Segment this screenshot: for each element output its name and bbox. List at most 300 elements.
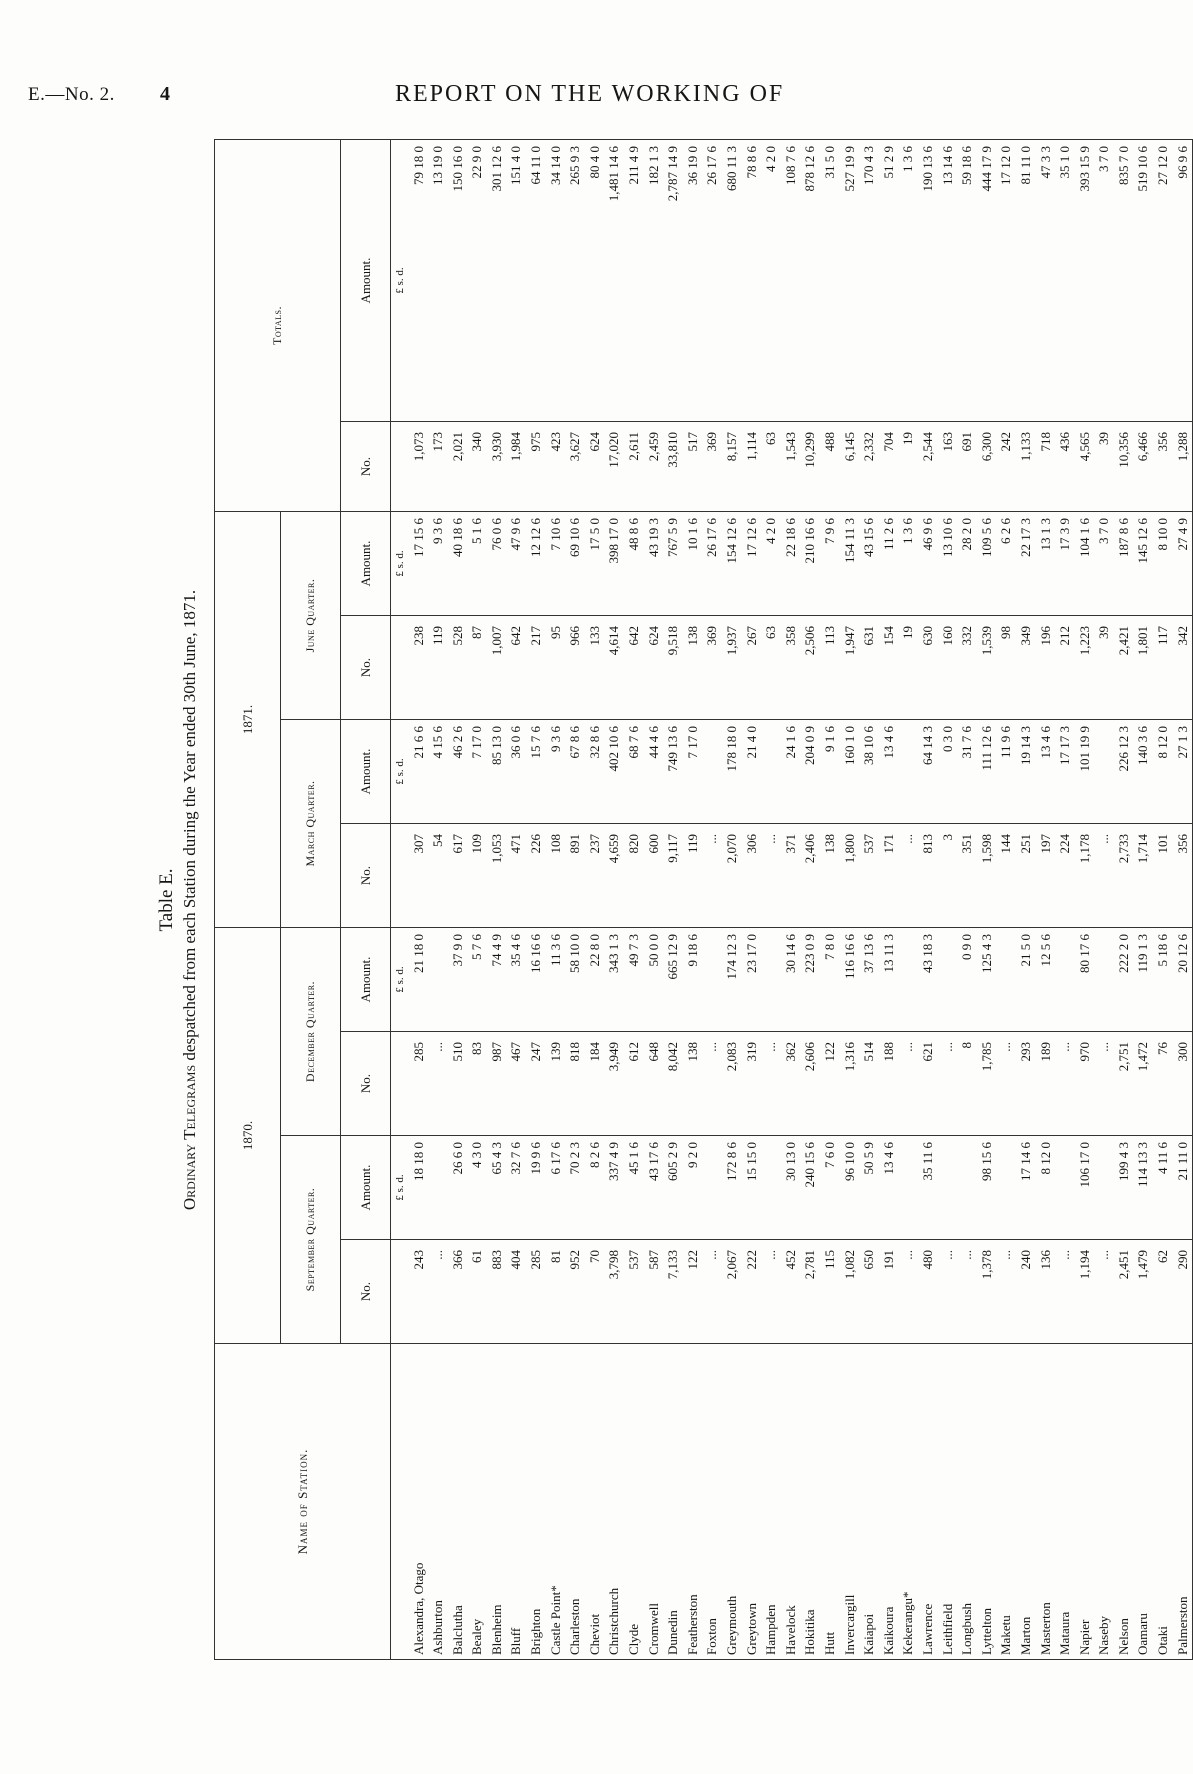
march-amount: 21 4 0 — [742, 720, 762, 824]
table-body — [409, 140, 1193, 1660]
total-amount: 108 7 6 — [781, 140, 801, 422]
june-number: 217 — [526, 616, 546, 720]
june-amount: 767 5 9 — [663, 512, 683, 616]
amount-header: Amount. — [341, 140, 391, 422]
december-number: ... — [996, 1032, 1016, 1136]
station-name: Dunedin — [665, 1610, 681, 1655]
december-number: 188 — [879, 1032, 899, 1136]
december-amount: 16 16 6 — [526, 928, 546, 1032]
total-amount: 13 19 0 — [428, 140, 448, 422]
december-number: ... — [1055, 1032, 1075, 1136]
september-number: ... — [761, 1240, 781, 1344]
september-number: ... — [1055, 1240, 1075, 1344]
station-name-cell — [1173, 1344, 1193, 1660]
september-amount: 337 4 9 — [604, 1136, 624, 1240]
total-amount: 47 3 3 — [1036, 140, 1056, 422]
table-row — [487, 140, 507, 1660]
table-row — [683, 140, 703, 1660]
station-name: Lyttelton — [978, 1608, 994, 1655]
march-amount: 178 18 0 — [722, 720, 742, 824]
total-amount: 64 11 0 — [526, 140, 546, 422]
march-number: 54 — [428, 824, 448, 928]
september-number: 587 — [644, 1240, 664, 1344]
table-row — [996, 140, 1016, 1660]
station-name: Alexandra, Otago — [410, 1562, 426, 1655]
total-number: 2,021 — [448, 422, 468, 512]
total-number: 1,133 — [1016, 422, 1036, 512]
march-amount: 402 10 6 — [604, 720, 624, 824]
station-name-cell — [1016, 1344, 1036, 1660]
december-amount: 23 17 0 — [742, 928, 762, 1032]
march-amount — [1094, 720, 1114, 824]
station-name-cell — [448, 1344, 468, 1660]
september-number: 480 — [918, 1240, 938, 1344]
march-number: 2,406 — [800, 824, 820, 928]
station-name-cell — [742, 1344, 762, 1660]
december-number: ... — [702, 1032, 722, 1136]
station-name: Hokitika — [802, 1609, 818, 1655]
amount-header: Amount. — [341, 720, 391, 824]
september-number: ... — [957, 1240, 977, 1344]
table-row — [428, 140, 448, 1660]
station-name: Invercargill — [841, 1594, 857, 1655]
station-name: Castle Point* — [547, 1585, 563, 1655]
june-amount: 210 16 6 — [800, 512, 820, 616]
march-amount: 0 3 0 — [938, 720, 958, 824]
total-number: 17,020 — [604, 422, 624, 512]
september-amount — [428, 1136, 448, 1240]
june-amount: 154 11 3 — [840, 512, 860, 616]
june-amount: 17 12 6 — [742, 512, 762, 616]
station-name-cell — [428, 1344, 448, 1660]
station-name: Leithfield — [939, 1603, 955, 1655]
caption-rest: despatched from each Station during the Year ended 30th June, 1871. — [180, 589, 199, 1061]
june-amount: 48 8 6 — [624, 512, 644, 616]
total-amount: 878 12 6 — [800, 140, 820, 422]
march-number: 224 — [1055, 824, 1075, 928]
december-amount: 223 0 9 — [800, 928, 820, 1032]
september-number: ... — [1094, 1240, 1114, 1344]
total-amount: 35 1 0 — [1055, 140, 1075, 422]
march-amount: 226 12 3 — [1114, 720, 1134, 824]
september-number: 3,798 — [604, 1240, 624, 1344]
march-number: 813 — [918, 824, 938, 928]
total-number: 1,288 — [1173, 422, 1193, 512]
december-number: 467 — [506, 1032, 526, 1136]
page-number: 4 — [160, 83, 170, 105]
station-name: Marton — [1017, 1616, 1033, 1655]
september-number: 122 — [683, 1240, 703, 1344]
quarter-header-june: June Quarter. — [281, 512, 341, 720]
march-amount: 8 12 0 — [1153, 720, 1173, 824]
table-row — [644, 140, 664, 1660]
september-amount — [996, 1136, 1016, 1240]
table-row — [467, 140, 487, 1660]
table-row — [918, 140, 938, 1660]
station-name: Cromwell — [645, 1603, 661, 1655]
december-number: ... — [938, 1032, 958, 1136]
table-row — [938, 140, 958, 1660]
station-name-cell — [702, 1344, 722, 1660]
june-amount: 8 10 0 — [1153, 512, 1173, 616]
total-amount: 151 4 0 — [506, 140, 526, 422]
september-amount: 13 4 6 — [879, 1136, 899, 1240]
total-amount: 31 5 0 — [820, 140, 840, 422]
total-number: 1,984 — [506, 422, 526, 512]
december-number: 970 — [1075, 1032, 1095, 1136]
june-amount: 47 9 6 — [506, 512, 526, 616]
total-amount: 190 13 6 — [918, 140, 938, 422]
march-amount — [898, 720, 918, 824]
total-number: 436 — [1055, 422, 1075, 512]
march-amount: 7 17 0 — [467, 720, 487, 824]
total-amount: 17 12 0 — [996, 140, 1016, 422]
september-amount: 8 2 6 — [585, 1136, 605, 1240]
station-name-cell — [506, 1344, 526, 1660]
september-number: 537 — [624, 1240, 644, 1344]
station-name-cell — [761, 1344, 781, 1660]
unit-header: £ s. d. — [391, 140, 409, 422]
september-amount: 7 6 0 — [820, 1136, 840, 1240]
june-amount: 76 0 6 — [487, 512, 507, 616]
march-amount: 21 6 6 — [409, 720, 429, 824]
december-amount — [428, 928, 448, 1032]
total-number: 704 — [879, 422, 899, 512]
total-number: 6,300 — [977, 422, 997, 512]
year-1870-header: 1870. — [215, 928, 281, 1344]
station-name: Maketu — [998, 1615, 1014, 1655]
station-name: Palmerston — [1174, 1596, 1190, 1655]
document-number: E.—No. 2. — [28, 84, 115, 105]
station-name-cell — [585, 1344, 605, 1660]
no-header: No. — [341, 422, 391, 512]
table-row — [1016, 140, 1036, 1660]
station-name-cell — [996, 1344, 1016, 1660]
station-name: Cheviot — [586, 1613, 602, 1655]
no-header: No. — [341, 824, 391, 928]
total-amount: 1,481 14 6 — [604, 140, 624, 422]
march-number: 101 — [1153, 824, 1173, 928]
september-number: ... — [938, 1240, 958, 1344]
march-amount: 67 8 6 — [565, 720, 585, 824]
june-amount: 154 12 6 — [722, 512, 742, 616]
total-number: 4,565 — [1075, 422, 1095, 512]
december-amount: 21 5 0 — [1016, 928, 1036, 1032]
september-number: 952 — [565, 1240, 585, 1344]
march-amount: 27 1 3 — [1173, 720, 1193, 824]
station-name: Balclutha — [449, 1605, 465, 1655]
march-number: 3 — [938, 824, 958, 928]
june-number: 133 — [585, 616, 605, 720]
total-amount: 34 14 0 — [546, 140, 566, 422]
march-amount: 11 9 6 — [996, 720, 1016, 824]
station-name-cell — [546, 1344, 566, 1660]
june-number: 117 — [1153, 616, 1173, 720]
december-amount: 49 7 3 — [624, 928, 644, 1032]
march-number: 537 — [859, 824, 879, 928]
december-number: 514 — [859, 1032, 879, 1136]
table-label: Table E. — [156, 868, 177, 932]
june-number: 630 — [918, 616, 938, 720]
september-number: 1,194 — [1075, 1240, 1095, 1344]
march-number: 1,800 — [840, 824, 860, 928]
table-row — [977, 140, 997, 1660]
june-number: 160 — [938, 616, 958, 720]
december-amount: 119 1 3 — [1133, 928, 1153, 1032]
march-number: 307 — [409, 824, 429, 928]
march-amount: 64 14 3 — [918, 720, 938, 824]
september-amount — [957, 1136, 977, 1240]
march-number: 226 — [526, 824, 546, 928]
september-amount: 96 10 0 — [840, 1136, 860, 1240]
december-amount: 21 18 0 — [409, 928, 429, 1032]
june-number: 1,937 — [722, 616, 742, 720]
june-number: 1,801 — [1133, 616, 1153, 720]
december-amount: 5 7 6 — [467, 928, 487, 1032]
june-number: 267 — [742, 616, 762, 720]
station-name: Naseby — [1096, 1616, 1112, 1655]
june-number: 528 — [448, 616, 468, 720]
march-amount: 44 4 6 — [644, 720, 664, 824]
table-row — [761, 140, 781, 1660]
december-amount: 43 18 3 — [918, 928, 938, 1032]
table-row — [506, 140, 526, 1660]
station-name-cell — [526, 1344, 546, 1660]
total-amount: 680 11 3 — [722, 140, 742, 422]
total-number: 340 — [467, 422, 487, 512]
march-number: 891 — [565, 824, 585, 928]
year-1871-header: 1871. — [215, 512, 281, 928]
december-number: ... — [761, 1032, 781, 1136]
june-number: 87 — [467, 616, 487, 720]
total-number: 6,145 — [840, 422, 860, 512]
september-number: 81 — [546, 1240, 566, 1344]
march-number: 1,053 — [487, 824, 507, 928]
december-number: 76 — [1153, 1032, 1173, 1136]
june-amount: 1 3 6 — [898, 512, 918, 616]
june-amount: 7 9 6 — [820, 512, 840, 616]
total-amount: 59 18 6 — [957, 140, 977, 422]
march-amount: 85 13 0 — [487, 720, 507, 824]
september-number: ... — [898, 1240, 918, 1344]
december-amount: 74 4 9 — [487, 928, 507, 1032]
station-name: Foxton — [704, 1618, 720, 1655]
station-name: Havelock — [782, 1605, 798, 1655]
december-number: 648 — [644, 1032, 664, 1136]
december-number: ... — [428, 1032, 448, 1136]
september-number: 115 — [820, 1240, 840, 1344]
station-name-cell — [604, 1344, 624, 1660]
station-name: Mataura — [1057, 1611, 1073, 1655]
total-number: 356 — [1153, 422, 1173, 512]
total-amount: 301 12 6 — [487, 140, 507, 422]
table-row — [1114, 140, 1134, 1660]
table-frame — [214, 140, 1190, 1660]
june-amount: 17 3 9 — [1055, 512, 1075, 616]
december-amount: 0 9 0 — [957, 928, 977, 1032]
june-number: 369 — [702, 616, 722, 720]
rotated-table-block — [156, 140, 1190, 1660]
total-number: 691 — [957, 422, 977, 512]
september-amount — [938, 1136, 958, 1240]
september-number: 366 — [448, 1240, 468, 1344]
june-amount: 5 1 6 — [467, 512, 487, 616]
total-amount: 211 4 9 — [624, 140, 644, 422]
table-caption — [180, 140, 200, 1660]
september-number: 2,067 — [722, 1240, 742, 1344]
table-row — [742, 140, 762, 1660]
december-number: 2,083 — [722, 1032, 742, 1136]
december-number: 300 — [1173, 1032, 1193, 1136]
september-amount: 18 18 0 — [409, 1136, 429, 1240]
total-amount: 79 18 0 — [409, 140, 429, 422]
march-amount: 15 7 6 — [526, 720, 546, 824]
march-number: 109 — [467, 824, 487, 928]
march-number: 144 — [996, 824, 1016, 928]
no-header: No. — [341, 1240, 391, 1344]
june-amount: 7 10 6 — [546, 512, 566, 616]
total-amount: 444 17 9 — [977, 140, 997, 422]
june-amount: 6 2 6 — [996, 512, 1016, 616]
station-name: Otaki — [1155, 1626, 1171, 1655]
march-number: 108 — [546, 824, 566, 928]
march-amount: 9 1 6 — [820, 720, 840, 824]
station-name: Kekerangu* — [900, 1591, 916, 1655]
december-number: 2,606 — [800, 1032, 820, 1136]
march-number: 600 — [644, 824, 664, 928]
december-amount — [898, 928, 918, 1032]
total-number: 39 — [1094, 422, 1114, 512]
total-number: 6,466 — [1133, 422, 1153, 512]
page-title: REPORT ON THE WORKING OF — [395, 81, 785, 107]
june-amount: 26 17 6 — [702, 512, 722, 616]
september-number: 883 — [487, 1240, 507, 1344]
june-number: 238 — [409, 616, 429, 720]
september-amount: 6 17 6 — [546, 1136, 566, 1240]
september-number: 240 — [1016, 1240, 1036, 1344]
station-name: Nelson — [1115, 1618, 1131, 1655]
station-name: Blenheim — [488, 1604, 504, 1655]
june-number: 631 — [859, 616, 879, 720]
september-number: 452 — [781, 1240, 801, 1344]
september-amount: 15 15 0 — [742, 1136, 762, 1240]
december-amount: 35 4 6 — [506, 928, 526, 1032]
station-name: Greymouth — [724, 1595, 739, 1655]
december-amount: 125 4 3 — [977, 928, 997, 1032]
unit-header: £ s. d. — [391, 512, 409, 616]
september-amount: 114 13 3 — [1133, 1136, 1153, 1240]
june-number: 624 — [644, 616, 664, 720]
december-amount: 30 14 6 — [781, 928, 801, 1032]
september-amount: 50 5 9 — [859, 1136, 879, 1240]
totals-header: Totals. — [215, 140, 341, 512]
station-name: Christchurch — [606, 1587, 622, 1655]
table-row — [409, 140, 429, 1660]
station-name-cell — [1133, 1344, 1153, 1660]
station-name-cell — [663, 1344, 683, 1660]
june-number: 98 — [996, 616, 1016, 720]
station-name-cell — [840, 1344, 860, 1660]
total-number: 8,157 — [722, 422, 742, 512]
table-row — [957, 140, 977, 1660]
total-amount: 36 19 0 — [683, 140, 703, 422]
amount-header: Amount. — [341, 1136, 391, 1240]
june-number: 342 — [1173, 616, 1193, 720]
september-number: 61 — [467, 1240, 487, 1344]
table-row — [820, 140, 840, 1660]
total-number: 488 — [820, 422, 840, 512]
march-amount: 160 1 0 — [840, 720, 860, 824]
station-name-cell — [683, 1344, 703, 1660]
total-amount: 78 8 6 — [742, 140, 762, 422]
station-name: Charleston — [567, 1598, 583, 1655]
june-number: 212 — [1055, 616, 1075, 720]
june-number: 332 — [957, 616, 977, 720]
station-name: Kaiapoi — [861, 1613, 877, 1655]
total-number: 3,930 — [487, 422, 507, 512]
table-row — [879, 140, 899, 1660]
march-amount — [702, 720, 722, 824]
march-number: 351 — [957, 824, 977, 928]
march-number: 1,714 — [1133, 824, 1153, 928]
unit-header: £ s. d. — [391, 720, 409, 824]
june-number: 39 — [1094, 616, 1114, 720]
march-amount: 32 8 6 — [585, 720, 605, 824]
september-amount: 240 15 6 — [800, 1136, 820, 1240]
june-number: 154 — [879, 616, 899, 720]
december-number: 818 — [565, 1032, 585, 1136]
june-amount: 28 2 0 — [957, 512, 977, 616]
station-name-cell — [1075, 1344, 1095, 1660]
total-number: 423 — [546, 422, 566, 512]
total-amount: 26 17 6 — [702, 140, 722, 422]
march-number: 617 — [448, 824, 468, 928]
june-amount: 9 3 6 — [428, 512, 448, 616]
station-name-cell — [820, 1344, 840, 1660]
total-amount: 170 4 3 — [859, 140, 879, 422]
december-number: 621 — [918, 1032, 938, 1136]
station-name-cell — [1055, 1344, 1075, 1660]
march-number: 371 — [781, 824, 801, 928]
total-number: 2,332 — [859, 422, 879, 512]
june-number: 349 — [1016, 616, 1036, 720]
quarter-header-december: December Quarter. — [281, 928, 341, 1136]
no-header: No. — [341, 616, 391, 720]
september-number: 2,451 — [1114, 1240, 1134, 1344]
september-number: 290 — [1173, 1240, 1193, 1344]
june-amount: 13 10 6 — [938, 512, 958, 616]
september-amount: 30 13 0 — [781, 1136, 801, 1240]
september-amount: 98 15 6 — [977, 1136, 997, 1240]
september-amount: 21 11 0 — [1173, 1136, 1193, 1240]
station-name-cell — [859, 1344, 879, 1660]
december-number: 247 — [526, 1032, 546, 1136]
september-amount: 65 4 3 — [487, 1136, 507, 1240]
june-amount: 104 1 6 — [1075, 512, 1095, 616]
september-number: 1,378 — [977, 1240, 997, 1344]
june-number: 358 — [781, 616, 801, 720]
september-number: ... — [996, 1240, 1016, 1344]
september-amount: 26 6 0 — [448, 1136, 468, 1240]
december-number: 122 — [820, 1032, 840, 1136]
total-amount: 80 4 0 — [585, 140, 605, 422]
march-number: 2,733 — [1114, 824, 1134, 928]
december-amount: 7 8 0 — [820, 928, 840, 1032]
march-amount: 13 4 6 — [879, 720, 899, 824]
march-number: 1,178 — [1075, 824, 1095, 928]
june-amount: 13 1 3 — [1036, 512, 1056, 616]
march-amount: 7 17 0 — [683, 720, 703, 824]
